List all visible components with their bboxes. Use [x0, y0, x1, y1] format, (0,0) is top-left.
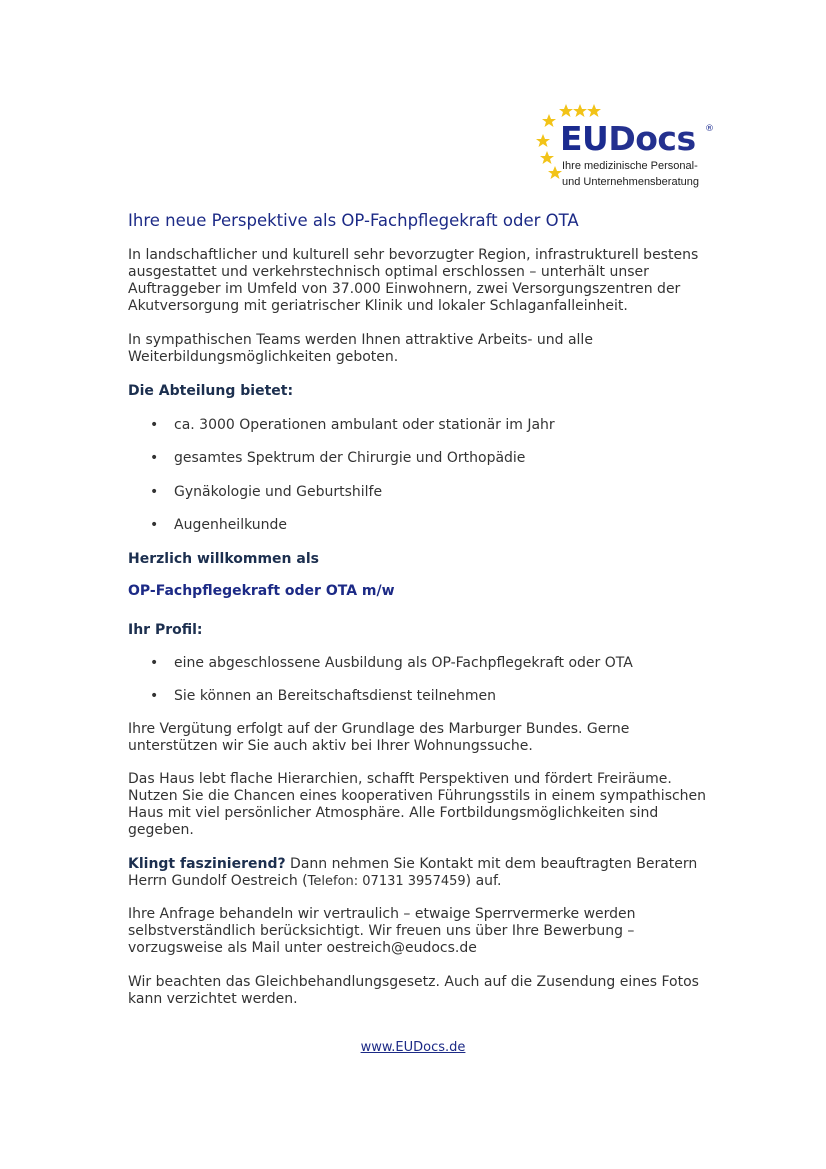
contact-lead: Klingt faszinierend? [128, 856, 286, 872]
brand-docs: Docs [608, 119, 696, 158]
contact-phone: Telefon: 07131 3957459 [307, 874, 466, 889]
house-paragraph: Das Haus lebt flache Hierarchien, schafft Perspektiven und fördert Freiräume. Nutzen Sie die Chancen eines kooperativen Führungsstils in einem sympathischen Haus mit viel persönlicher Atmosphäre. Alle Fortbildungsmöglichkeiten sind gegeben. [128, 771, 707, 838]
logo-tagline [562, 158, 699, 190]
salary-paragraph: Ihre Vergütung erfolgt auf der Grundlage des Marburger Bundes. Gerne unterstützen wir Sie auch aktiv bei Ihrer Wohnungssuche. [128, 721, 630, 754]
list-item-text: ca. 3000 Operationen ambulant oder stationär im Jahr [174, 417, 555, 433]
tagline-line-1: Ihre medizinische Personal- [562, 160, 698, 172]
position-title: OP-Fachpflegekraft oder OTA m/w [128, 583, 395, 599]
bullet-icon: • [150, 517, 159, 533]
profile-heading: Ihr Profil: [128, 622, 203, 638]
bullet-icon: • [150, 688, 159, 704]
list-item-text: Gynäkologie und Geburtshilfe [174, 484, 383, 500]
teams-paragraph: In sympathischen Teams werden Ihnen attraktive Arbeits- und alle Weiterbildungsmöglichkeiten geboten. [128, 332, 593, 365]
equality-paragraph: Wir beachten das Gleichbehandlungsgesetz. Auch auf die Zusendung eines Fotos kann verzichtet werden. [128, 974, 699, 1007]
bullet-icon: • [150, 484, 159, 500]
brand-eu: EU [560, 119, 609, 158]
confidential-paragraph: Ihre Anfrage behandeln wir vertraulich – etwaige Sperrvermerke werden selbstverständlich berücksichtigt. Wir freuen uns über Ihre Bewerbung – vorzugsweise als Mail unter oestreich@eudocs.de [128, 906, 636, 956]
website-link[interactable]: www.EUDocs.de [360, 1040, 466, 1055]
list-item-text: Augenheilkunde [174, 517, 288, 533]
registered-mark: ® [705, 124, 714, 134]
page-title: Ihre neue Perspektive als OP-Fachpflegekraft oder OTA [128, 211, 579, 230]
bullet-icon: • [150, 417, 159, 433]
list-item-text: Sie können an Bereitschaftsdienst teilnehmen [174, 688, 497, 704]
contact-paragraph [128, 856, 708, 890]
list-item-text: gesamtes Spektrum der Chirurgie und Orthopädie [174, 450, 526, 466]
eudocs-logo [536, 104, 716, 188]
list-item-text: eine abgeschlossene Ausbildung als OP-Fachpflegekraft oder OTA [174, 655, 633, 671]
bullet-icon: • [150, 450, 159, 466]
contact-end: ) auf. [465, 873, 502, 889]
bullet-icon: • [150, 655, 159, 671]
welcome-heading: Herzlich willkommen als [128, 551, 319, 567]
tagline-line-2: und Unternehmensberatung [562, 176, 699, 188]
department-heading: Die Abteilung bietet: [128, 383, 294, 399]
contact-text: Dann nehmen Sie Kontakt mit dem beauftragten Beratern Herrn Gundolf Oestreich ( [128, 856, 698, 889]
brand-name [560, 119, 696, 158]
intro-paragraph: In landschaftlicher und kulturell sehr bevorzugter Region, infrastrukturell bestens ausgestattet und verkehrstechnisch optimal erschlossen – unterhält unser Auftraggeber im Umfeld von 37.000 Einwohnern, zwei Versorgungszentren der Akutversorgung mit geriatrischer Klinik und lokaler Schlaganfalleinheit. [128, 247, 699, 314]
